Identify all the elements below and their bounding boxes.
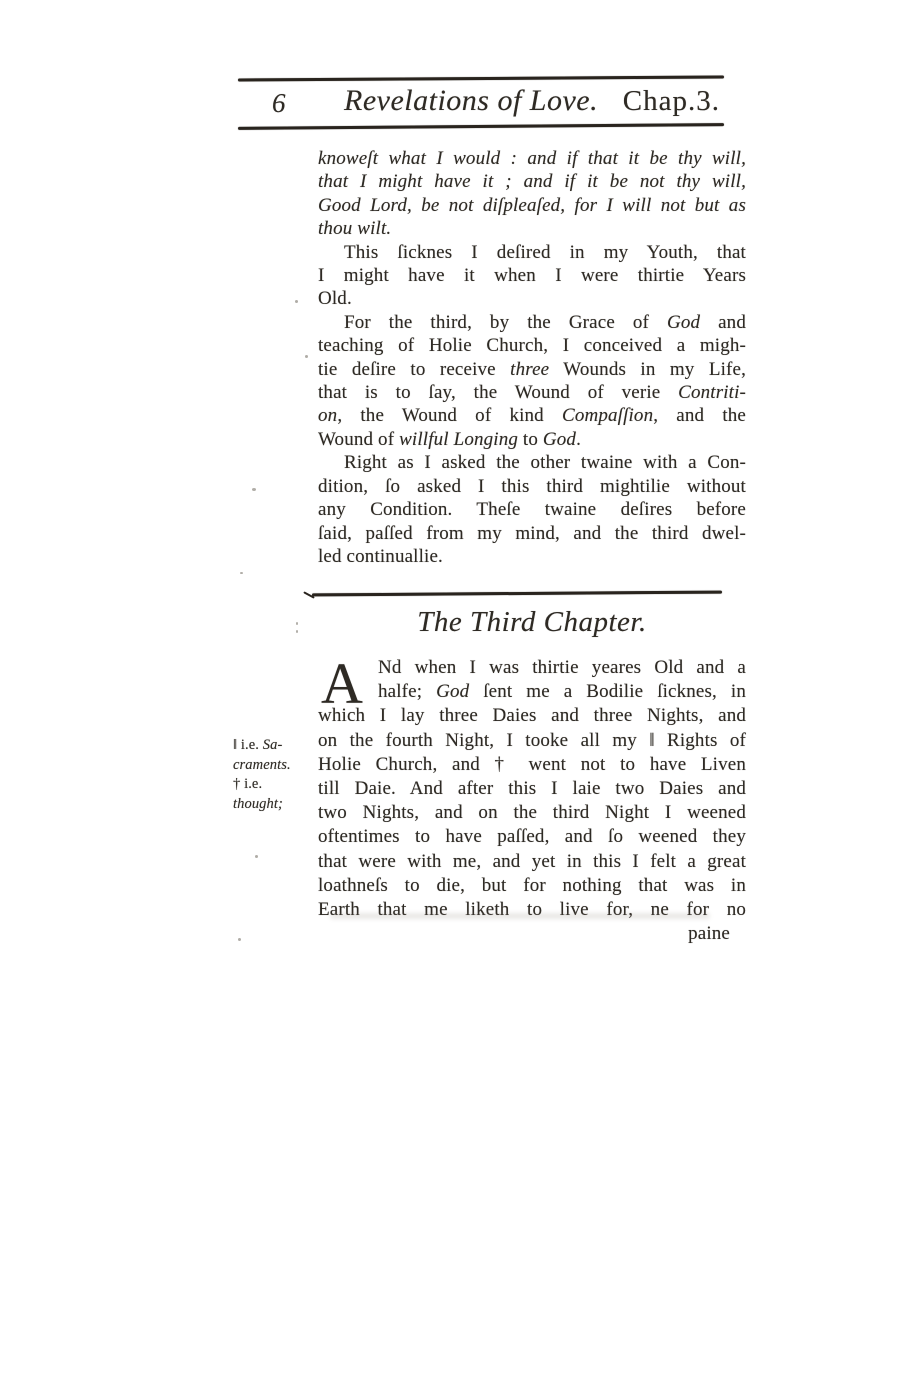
text-line: For the third, by the Grace of God and (344, 311, 746, 333)
scan-speck (295, 300, 298, 303)
text-line: thought; (233, 795, 283, 812)
text-line: halfe; God ſent me a Bodilie ſicknes, in (378, 681, 746, 703)
text-line: This ſicknes I deſired in my Youth, that (344, 241, 746, 263)
paragraph-sicknes (318, 241, 746, 311)
text-line: teaching of Holie Church, I conceived a migh- (318, 335, 746, 357)
text-line: that I might have it ; and if it be not thy will, (318, 171, 746, 193)
section-rule (312, 591, 722, 596)
text-line: till Daie. And after this I laie two Daies and (318, 778, 746, 800)
running-title: Revelations of Love. (344, 84, 599, 117)
text-line: tie deſire to receive three Wounds in my Life, (318, 358, 746, 380)
text-line: Good Lord, be not diſpleaſed, for I will not but as (318, 194, 746, 216)
chapter-heading: The Third Chapter. (417, 606, 647, 638)
scan-speck (305, 355, 308, 358)
running-header (238, 84, 724, 124)
text-line: loathneſs to die, but for nothing that was in (318, 874, 746, 896)
header-rule-bottom (238, 123, 724, 130)
text-line: which I lay three Daies and three Nights, and (318, 705, 746, 727)
text-line: oftentimes to have paſſed, and ſo weened they (318, 826, 746, 848)
text-line: Nd when I was thirtie yeares Old and a (378, 657, 746, 678)
text-line: Right as I asked the other twaine with a Con- (344, 452, 746, 474)
text-line: ſaid, paſſed from my mind, and the third dwel- (318, 522, 746, 544)
catchword: paine (688, 923, 730, 945)
upper-text-block (318, 147, 746, 568)
scan-speck (240, 572, 243, 574)
text-line: thou wilt. (318, 218, 392, 240)
scan-speck (255, 855, 258, 858)
scan-speck (296, 622, 298, 625)
text-line: led continuallie. (318, 545, 443, 567)
text-line: dition, ſo asked I this third mightilie without (318, 475, 746, 497)
text-line: knoweſt what I would : and if that it be thy will, (318, 148, 746, 169)
paragraph-three-wounds (318, 311, 746, 451)
text-line: † i.e. (233, 776, 263, 792)
paragraph-prayer-italic (318, 147, 746, 241)
text-line: on the fourth Night, I tooke all my ‖ Rights of (318, 729, 746, 751)
text-line: two Nights, and on the third Night I weened (318, 802, 746, 824)
text-line: that were with me, and yet in this I felt a great (318, 850, 746, 872)
header-rule-top (238, 76, 724, 82)
chapter-paragraph (318, 651, 746, 922)
text-line: Wound of willful Longing to God. (318, 428, 581, 450)
text-line: I might have it when I were thirtie Years (318, 265, 746, 287)
ink-bleed-through (330, 913, 710, 919)
scan-speck (252, 488, 256, 491)
chapter-text-block (318, 651, 746, 946)
text-line: on, the Wound of kind Compaſſion, and the (318, 405, 746, 427)
chapter-label: Chap.3. (622, 85, 720, 117)
text-line: any Condition. Theſe twaine deſires before (318, 499, 746, 521)
text-line: ‖ i.e. Sa- (233, 737, 283, 753)
scan-speck (296, 630, 298, 633)
text-line: that is to ſay, the Wound of verie Contriti- (318, 382, 746, 404)
drop-cap: A (321, 651, 363, 716)
text-line: Holie Church, and † went not to have Liven (318, 753, 746, 775)
page-number: 6 (272, 88, 286, 118)
scan-speck (238, 938, 241, 941)
text-line: Earth that me liketh to live for, ne for no (318, 899, 746, 921)
text-line: Old. (318, 288, 352, 310)
paragraph-condition (318, 451, 746, 568)
margin-note (233, 736, 319, 814)
text-line: craments. (233, 756, 291, 773)
